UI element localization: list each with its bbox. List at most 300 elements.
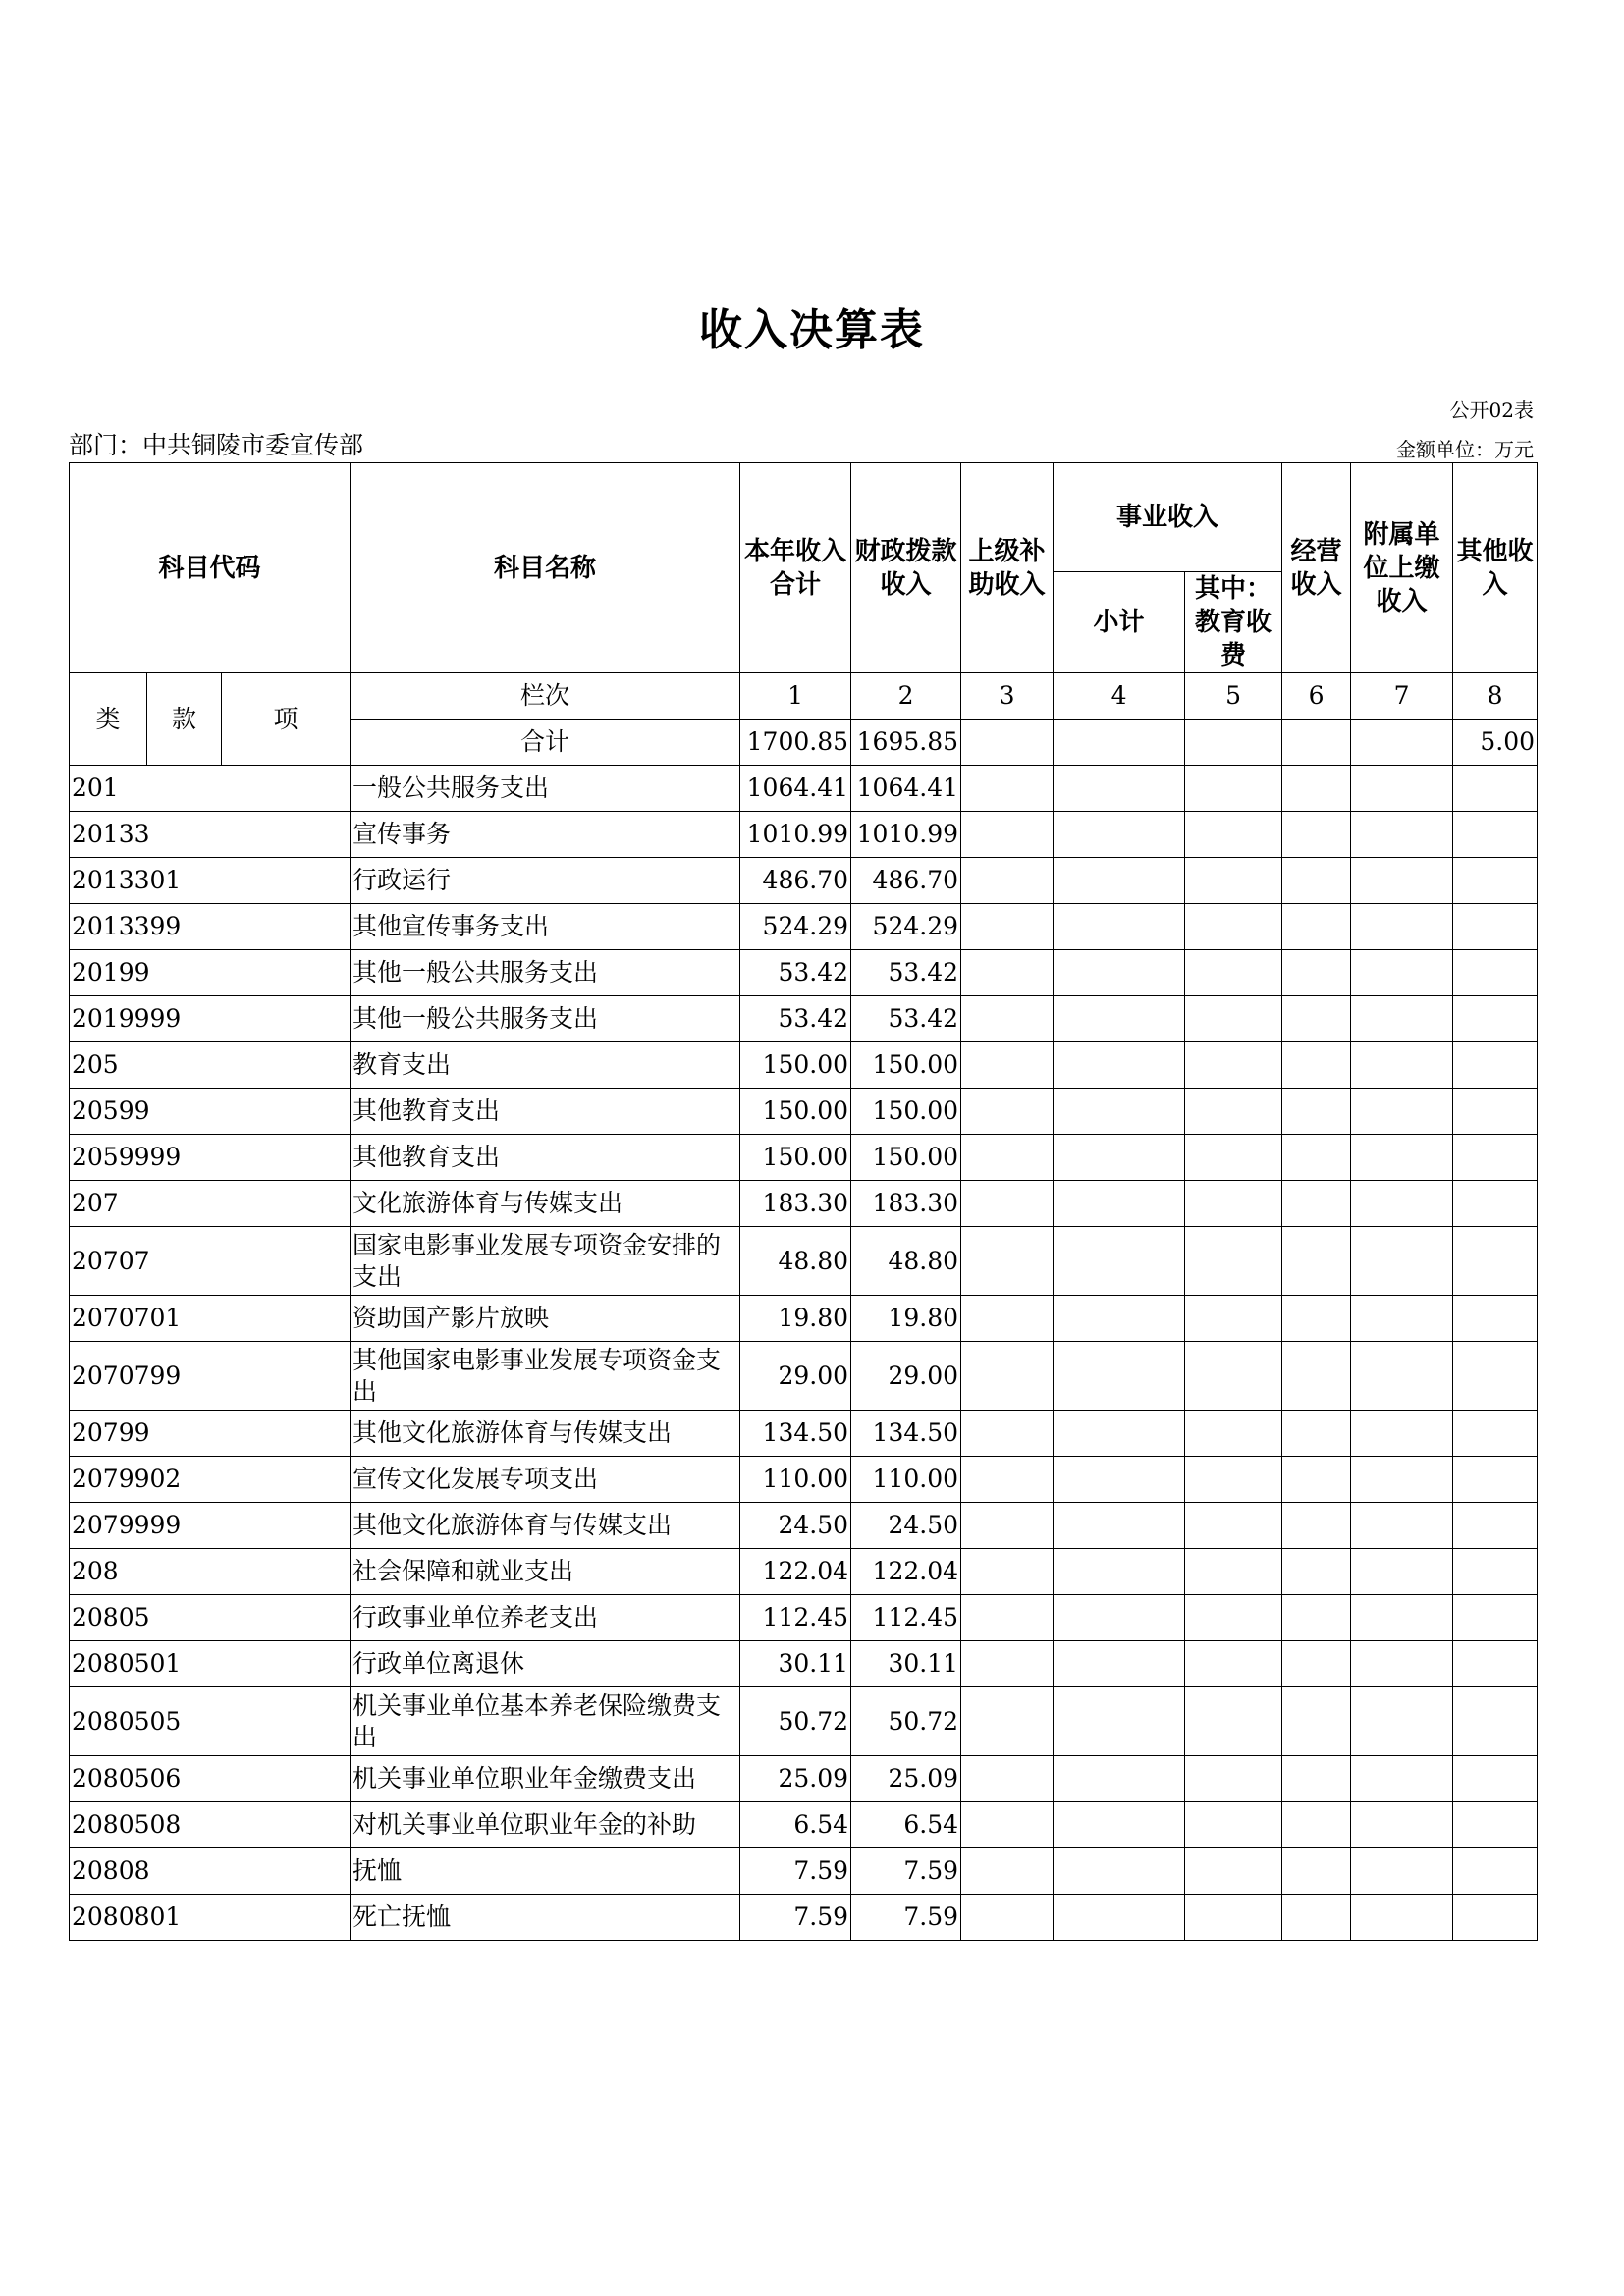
empty-cell (961, 1342, 1054, 1411)
table-row (70, 1135, 1538, 1181)
empty-cell (1282, 904, 1351, 950)
empty-cell (1054, 1595, 1185, 1641)
fiscal-income-value: 7.59 (851, 1895, 961, 1941)
subject-name: 宣传文化发展专项支出 (351, 1457, 740, 1503)
empty-cell (961, 904, 1054, 950)
empty-cell (1282, 1687, 1351, 1756)
empty-cell (1453, 1296, 1538, 1342)
fiscal-income-value: 19.80 (851, 1296, 961, 1342)
table-row (70, 1848, 1538, 1895)
total-income-value: 183.30 (740, 1181, 851, 1227)
empty-cell (1054, 1227, 1185, 1296)
empty-cell (1282, 1895, 1351, 1941)
subject-name: 其他教育支出 (351, 1135, 740, 1181)
subject-code: 20199 (70, 950, 351, 996)
empty-cell (1054, 720, 1185, 766)
amount-unit: 金额单位：万元 (1396, 438, 1534, 461)
table-row (70, 1342, 1538, 1411)
empty-cell (1351, 1181, 1453, 1227)
subject-name: 机关事业单位职业年金缴费支出 (351, 1756, 740, 1802)
empty-cell (1453, 1135, 1538, 1181)
empty-cell (1351, 1227, 1453, 1296)
empty-cell (1282, 1042, 1351, 1089)
total-income-value: 1700.85 (740, 720, 851, 766)
header-affiliated-income: 附属单位上缴收入 (1351, 463, 1453, 673)
empty-cell (1054, 1503, 1185, 1549)
fiscal-income-value: 486.70 (851, 858, 961, 904)
subject-code: 2013399 (70, 904, 351, 950)
table-row (70, 904, 1538, 950)
empty-cell (1453, 1457, 1538, 1503)
subject-name: 其他文化旅游体育与传媒支出 (351, 1503, 740, 1549)
form-number: 公开02表 (1449, 399, 1534, 422)
empty-cell (1351, 1503, 1453, 1549)
empty-cell (1282, 1411, 1351, 1457)
subject-code: 2019999 (70, 996, 351, 1042)
subject-code: 20707 (70, 1227, 351, 1296)
total-income-value: 6.54 (740, 1802, 851, 1848)
empty-cell (1185, 1595, 1282, 1641)
subject-code: 207 (70, 1181, 351, 1227)
subject-name: 其他一般公共服务支出 (351, 950, 740, 996)
empty-cell (1282, 1227, 1351, 1296)
empty-cell (1185, 720, 1282, 766)
empty-cell (961, 1802, 1054, 1848)
empty-cell (1282, 766, 1351, 812)
subject-code: 2080501 (70, 1641, 351, 1687)
empty-cell (1351, 1549, 1453, 1595)
empty-cell (1185, 904, 1282, 950)
fiscal-income-value: 50.72 (851, 1687, 961, 1756)
empty-cell (1054, 1411, 1185, 1457)
total-income-value: 134.50 (740, 1411, 851, 1457)
income-table (69, 462, 1538, 1941)
subject-code: 2070701 (70, 1296, 351, 1342)
empty-cell (1351, 1457, 1453, 1503)
empty-cell (961, 1595, 1054, 1641)
empty-cell (1185, 1503, 1282, 1549)
total-income-value: 25.09 (740, 1756, 851, 1802)
empty-cell (961, 858, 1054, 904)
empty-cell (961, 766, 1054, 812)
header-operating-income: 经营收入 (1282, 463, 1351, 673)
fiscal-income-value: 134.50 (851, 1411, 961, 1457)
empty-cell (1282, 720, 1351, 766)
empty-cell (961, 720, 1054, 766)
table-row (70, 1296, 1538, 1342)
empty-cell (1282, 1296, 1351, 1342)
empty-cell (961, 1089, 1054, 1135)
empty-cell (961, 1042, 1054, 1089)
header-subtotal: 小计 (1054, 572, 1185, 673)
empty-cell (1054, 1135, 1185, 1181)
total-income-value: 19.80 (740, 1296, 851, 1342)
empty-cell (1351, 1802, 1453, 1848)
subject-code: 2080801 (70, 1895, 351, 1941)
empty-cell (1351, 1042, 1453, 1089)
empty-cell (1453, 812, 1538, 858)
empty-cell (1453, 1411, 1538, 1457)
empty-cell (1453, 1848, 1538, 1895)
total-income-value: 1064.41 (740, 766, 851, 812)
empty-cell (1453, 1342, 1538, 1411)
subject-code: 2013301 (70, 858, 351, 904)
empty-cell (1054, 1802, 1185, 1848)
empty-cell (1453, 858, 1538, 904)
empty-cell (1054, 1641, 1185, 1687)
empty-cell (1453, 766, 1538, 812)
empty-cell (1351, 1089, 1453, 1135)
subject-code: 2079999 (70, 1503, 351, 1549)
fiscal-income-value: 1010.99 (851, 812, 961, 858)
empty-cell (1453, 1042, 1538, 1089)
table-row (70, 1756, 1538, 1802)
empty-cell (961, 1549, 1054, 1595)
empty-cell (1453, 1895, 1538, 1941)
header-section: 款 (147, 673, 222, 766)
empty-cell (1054, 1042, 1185, 1089)
subject-name: 其他文化旅游体育与传媒支出 (351, 1411, 740, 1457)
empty-cell (961, 1756, 1054, 1802)
total-income-value: 24.50 (740, 1503, 851, 1549)
subject-name: 死亡抚恤 (351, 1895, 740, 1941)
empty-cell (1054, 1296, 1185, 1342)
empty-cell (1185, 1895, 1282, 1941)
empty-cell (1351, 1687, 1453, 1756)
page-title: 收入决算表 (699, 305, 925, 355)
empty-cell (1185, 766, 1282, 812)
empty-cell (961, 1181, 1054, 1227)
empty-cell (1185, 1549, 1282, 1595)
fiscal-income-value: 150.00 (851, 1135, 961, 1181)
empty-cell (961, 950, 1054, 996)
total-income-value: 50.72 (740, 1687, 851, 1756)
fiscal-income-value: 7.59 (851, 1848, 961, 1895)
header-edu-fee: 其中：教育收费 (1185, 572, 1282, 673)
subject-code: 2059999 (70, 1135, 351, 1181)
empty-cell (961, 1411, 1054, 1457)
subject-name: 社会保障和就业支出 (351, 1549, 740, 1595)
subject-name: 抚恤 (351, 1848, 740, 1895)
total-other-value: 5.00 (1453, 720, 1538, 766)
subject-code: 20799 (70, 1411, 351, 1457)
table-row (70, 1595, 1538, 1641)
subject-name: 对机关事业单位职业年金的补助 (351, 1802, 740, 1848)
column-number: 2 (851, 673, 961, 720)
empty-cell (1351, 812, 1453, 858)
subject-name: 行政运行 (351, 858, 740, 904)
empty-cell (1282, 1181, 1351, 1227)
fiscal-income-value: 524.29 (851, 904, 961, 950)
table-row (70, 1457, 1538, 1503)
empty-cell (1282, 1342, 1351, 1411)
empty-cell (1185, 1641, 1282, 1687)
total-income-value: 486.70 (740, 858, 851, 904)
empty-cell (1453, 1641, 1538, 1687)
total-income-value: 150.00 (740, 1089, 851, 1135)
header-business-income: 事业收入 (1054, 463, 1282, 572)
empty-cell (1185, 1848, 1282, 1895)
fiscal-income-value: 112.45 (851, 1595, 961, 1641)
empty-cell (1351, 1895, 1453, 1941)
empty-cell (1351, 904, 1453, 950)
fiscal-income-value: 30.11 (851, 1641, 961, 1687)
total-income-value: 524.29 (740, 904, 851, 950)
total-label: 合计 (351, 720, 740, 766)
empty-cell (1351, 1595, 1453, 1641)
empty-cell (1185, 1089, 1282, 1135)
department-label: 部门：中共铜陵市委宣传部 (69, 431, 364, 459)
subject-code: 20599 (70, 1089, 351, 1135)
empty-cell (1453, 1687, 1538, 1756)
empty-cell (1054, 1756, 1185, 1802)
fiscal-income-value: 183.30 (851, 1181, 961, 1227)
empty-cell (961, 1848, 1054, 1895)
empty-cell (1054, 1549, 1185, 1595)
empty-cell (1282, 1089, 1351, 1135)
empty-cell (1282, 1457, 1351, 1503)
subject-code: 201 (70, 766, 351, 812)
empty-cell (961, 1457, 1054, 1503)
table-row (70, 1042, 1538, 1089)
empty-cell (1054, 1457, 1185, 1503)
empty-cell (1453, 1089, 1538, 1135)
column-number: 8 (1453, 673, 1538, 720)
empty-cell (961, 1503, 1054, 1549)
subject-name: 行政事业单位养老支出 (351, 1595, 740, 1641)
empty-cell (1282, 812, 1351, 858)
total-income-value: 150.00 (740, 1135, 851, 1181)
subject-name: 机关事业单位基本养老保险缴费支出 (351, 1687, 740, 1756)
subject-name: 资助国产影片放映 (351, 1296, 740, 1342)
fiscal-income-value: 6.54 (851, 1802, 961, 1848)
empty-cell (1185, 1342, 1282, 1411)
subject-code: 2080506 (70, 1756, 351, 1802)
subject-name: 其他一般公共服务支出 (351, 996, 740, 1042)
empty-cell (1351, 766, 1453, 812)
empty-cell (1282, 950, 1351, 996)
total-income-value: 53.42 (740, 996, 851, 1042)
table-row (70, 1227, 1538, 1296)
empty-cell (1185, 812, 1282, 858)
fiscal-income-value: 53.42 (851, 950, 961, 996)
subject-code: 2079902 (70, 1457, 351, 1503)
empty-cell (1453, 1595, 1538, 1641)
table-row (70, 1503, 1538, 1549)
empty-cell (1453, 1181, 1538, 1227)
empty-cell (1054, 858, 1185, 904)
fiscal-income-value: 1064.41 (851, 766, 961, 812)
fiscal-income-value: 150.00 (851, 1042, 961, 1089)
subject-name: 行政单位离退休 (351, 1641, 740, 1687)
total-income-value: 110.00 (740, 1457, 851, 1503)
fiscal-income-value: 24.50 (851, 1503, 961, 1549)
empty-cell (1351, 1411, 1453, 1457)
empty-cell (961, 1227, 1054, 1296)
empty-cell (1185, 996, 1282, 1042)
subject-code: 20133 (70, 812, 351, 858)
empty-cell (1453, 904, 1538, 950)
subject-code: 205 (70, 1042, 351, 1089)
fiscal-income-value: 48.80 (851, 1227, 961, 1296)
table-row (70, 1687, 1538, 1756)
empty-cell (1282, 1641, 1351, 1687)
empty-cell (1351, 858, 1453, 904)
empty-cell (1185, 1296, 1282, 1342)
empty-cell (1185, 1802, 1282, 1848)
empty-cell (961, 996, 1054, 1042)
empty-cell (1351, 950, 1453, 996)
subject-code: 20808 (70, 1848, 351, 1895)
header-fiscal-income: 财政拨款收入 (851, 463, 961, 673)
empty-cell (1054, 950, 1185, 996)
empty-cell (1185, 1135, 1282, 1181)
empty-cell (1351, 720, 1453, 766)
table-row (70, 1549, 1538, 1595)
empty-cell (961, 1687, 1054, 1756)
header-other-income: 其他收入 (1453, 463, 1538, 673)
empty-cell (1282, 1595, 1351, 1641)
empty-cell (1185, 1411, 1282, 1457)
total-fiscal-value: 1695.85 (851, 720, 961, 766)
total-income-value: 30.11 (740, 1641, 851, 1687)
subject-name: 文化旅游体育与传媒支出 (351, 1181, 740, 1227)
total-income-value: 29.00 (740, 1342, 851, 1411)
table-row (70, 1641, 1538, 1687)
table-row (70, 950, 1538, 996)
subject-name: 一般公共服务支出 (351, 766, 740, 812)
table-row (70, 858, 1538, 904)
empty-cell (1453, 1802, 1538, 1848)
empty-cell (1453, 1549, 1538, 1595)
total-income-value: 7.59 (740, 1895, 851, 1941)
table-row (70, 1089, 1538, 1135)
empty-cell (1054, 1181, 1185, 1227)
subject-code: 20805 (70, 1595, 351, 1641)
empty-cell (1282, 1135, 1351, 1181)
column-index-label: 栏次 (351, 673, 740, 720)
empty-cell (961, 1641, 1054, 1687)
empty-cell (1453, 996, 1538, 1042)
empty-cell (1351, 996, 1453, 1042)
header-superior-subsidy: 上级补助收入 (961, 463, 1054, 673)
total-income-value: 53.42 (740, 950, 851, 996)
subject-code: 2080508 (70, 1802, 351, 1848)
table-row (70, 1181, 1538, 1227)
subject-name: 其他教育支出 (351, 1089, 740, 1135)
fiscal-income-value: 25.09 (851, 1756, 961, 1802)
empty-cell (1185, 1756, 1282, 1802)
fiscal-income-value: 150.00 (851, 1089, 961, 1135)
empty-cell (1282, 858, 1351, 904)
column-number: 7 (1351, 673, 1453, 720)
subject-name: 宣传事务 (351, 812, 740, 858)
fiscal-income-value: 122.04 (851, 1549, 961, 1595)
header-total-income: 本年收入合计 (740, 463, 851, 673)
empty-cell (961, 1296, 1054, 1342)
empty-cell (961, 1135, 1054, 1181)
empty-cell (1351, 1296, 1453, 1342)
table-row (70, 812, 1538, 858)
empty-cell (1185, 950, 1282, 996)
table-row (70, 1895, 1538, 1941)
header-subject-name: 科目名称 (351, 463, 740, 673)
empty-cell (1185, 1457, 1282, 1503)
empty-cell (1054, 1848, 1185, 1895)
empty-cell (1282, 996, 1351, 1042)
empty-cell (1351, 1135, 1453, 1181)
empty-cell (1453, 1756, 1538, 1802)
subject-code: 208 (70, 1549, 351, 1595)
fiscal-income-value: 110.00 (851, 1457, 961, 1503)
empty-cell (1351, 1641, 1453, 1687)
empty-cell (1282, 1848, 1351, 1895)
empty-cell (1054, 1895, 1185, 1941)
total-income-value: 150.00 (740, 1042, 851, 1089)
empty-cell (1453, 950, 1538, 996)
column-number: 5 (1185, 673, 1282, 720)
empty-cell (1054, 904, 1185, 950)
empty-cell (1054, 996, 1185, 1042)
empty-cell (1453, 1227, 1538, 1296)
empty-cell (1282, 1802, 1351, 1848)
subject-name: 教育支出 (351, 1042, 740, 1089)
table-row (70, 766, 1538, 812)
empty-cell (1185, 1042, 1282, 1089)
table-row (70, 1802, 1538, 1848)
column-number: 4 (1054, 673, 1185, 720)
table-row (70, 1411, 1538, 1457)
column-number: 3 (961, 673, 1054, 720)
column-number: 1 (740, 673, 851, 720)
column-number: 6 (1282, 673, 1351, 720)
empty-cell (1282, 1549, 1351, 1595)
table-row (70, 996, 1538, 1042)
empty-cell (1453, 1503, 1538, 1549)
empty-cell (1054, 1342, 1185, 1411)
empty-cell (1351, 1756, 1453, 1802)
total-income-value: 112.45 (740, 1595, 851, 1641)
subject-code: 2080505 (70, 1687, 351, 1756)
fiscal-income-value: 29.00 (851, 1342, 961, 1411)
total-income-value: 1010.99 (740, 812, 851, 858)
empty-cell (1054, 766, 1185, 812)
subject-name: 其他国家电影事业发展专项资金支出 (351, 1342, 740, 1411)
fiscal-income-value: 53.42 (851, 996, 961, 1042)
empty-cell (1185, 858, 1282, 904)
empty-cell (1351, 1848, 1453, 1895)
empty-cell (1185, 1227, 1282, 1296)
empty-cell (961, 1895, 1054, 1941)
header-item: 项 (222, 673, 351, 766)
subject-name: 国家电影事业发展专项资金安排的支出 (351, 1227, 740, 1296)
subject-name: 其他宣传事务支出 (351, 904, 740, 950)
empty-cell (1054, 812, 1185, 858)
total-income-value: 48.80 (740, 1227, 851, 1296)
empty-cell (1054, 1687, 1185, 1756)
total-income-value: 122.04 (740, 1549, 851, 1595)
header-class: 类 (70, 673, 147, 766)
subject-code: 2070799 (70, 1342, 351, 1411)
empty-cell (1351, 1342, 1453, 1411)
empty-cell (1054, 1089, 1185, 1135)
empty-cell (1282, 1503, 1351, 1549)
empty-cell (1185, 1181, 1282, 1227)
total-income-value: 7.59 (740, 1848, 851, 1895)
empty-cell (1282, 1756, 1351, 1802)
header-subject-code: 科目代码 (70, 463, 351, 673)
empty-cell (961, 812, 1054, 858)
